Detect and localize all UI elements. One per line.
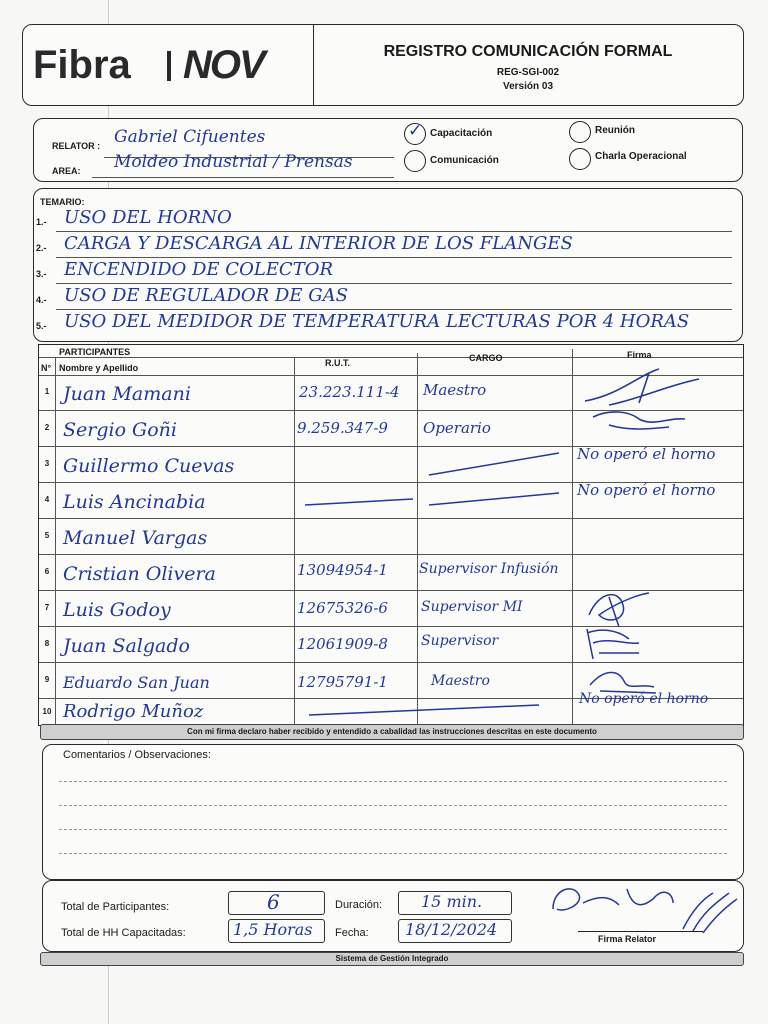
signature-mark [589,407,689,437]
system-bar: Sistema de Gestión Integrado [40,952,744,966]
temario-box [33,188,743,342]
col-header-num: N° [41,363,52,373]
relator-label: RELATOR : [52,141,101,151]
col-header-firma: Firma [627,350,652,360]
participant-name: Luis Ancinabia [63,491,206,513]
participant-rut: 12795791-1 [297,673,388,691]
brand-left: Fibra [33,43,131,87]
duration-value: 15 min. [421,892,483,911]
temario-text: USO DEL MEDIDOR DE TEMPERATURA LECTURAS POR 4 HORAS [64,311,690,332]
participant-cargo: Supervisor MI [421,599,523,615]
footer-box [42,880,744,952]
brand-logo [33,39,303,91]
brand-right: NOV [183,43,264,87]
participant-name: Manuel Vargas [63,527,208,549]
doc-title: REGISTRO COMUNICACIÓN FORMAL [383,43,673,60]
table-row: 4 Luis Ancinabia No operó el horno [39,483,743,519]
participant-cargo: Maestro [423,381,487,399]
option-comunicacion-label: Comunicación [430,155,499,166]
date-value: 18/12/2024 [405,920,498,939]
table-row: 3 Guillermo Cuevas No operó el horno [39,447,743,483]
participant-name: Juan Mamani [63,383,191,405]
area-value: Moldeo Industrial / Prensas [114,152,353,172]
checkmark-icon: ✓ [408,121,423,140]
comments-box [42,744,744,880]
participant-name: Guillermo Cuevas [63,455,235,477]
brand-separator [167,51,171,81]
col-header-cargo: CARGO [469,353,503,363]
temario-text: ENCENDIDO DE COLECTOR [64,259,334,280]
relator-signature [543,879,743,939]
participant-name: Rodrigo Muñoz [63,701,204,722]
table-row: 9 Eduardo San Juan 12795791-1 Maestro [39,663,743,699]
duration-field [398,891,512,915]
temario-item: 5.- USO DEL MEDIDOR DE TEMPERATURA LECTURAS POR 4 HORAS [36,311,690,332]
strike-line [299,699,569,725]
participant-firma-note: No operó el horno [577,481,716,499]
participant-rut: 13094954-1 [297,561,388,579]
table-row: 8 Juan Salgado 12061909-8 Supervisor [39,627,743,663]
signature-mark [579,365,719,409]
temario-item: 3.- ENCENDIDO DE COLECTOR [34,259,734,285]
header-box [22,24,744,106]
strike-line [419,447,569,481]
temario-text: CARGA Y DESCARGA AL INTERIOR DE LOS FLANGES [64,233,573,254]
participant-name: Cristian Olivera [63,563,216,585]
participant-name: Luis Godoy [63,599,171,621]
participant-rut: 12061909-8 [297,635,388,653]
table-row: 5 Manuel Vargas [39,519,743,555]
option-reunion-label: Reunión [595,125,635,136]
total-hh-value: 1,5 Horas [233,920,313,939]
table-row: 1 Juan Mamani 23.223.111-4 Maestro [39,375,743,411]
participant-cargo: Operario [423,419,491,437]
participant-name: Eduardo San Juan [63,673,210,692]
participant-rut: 12675326-6 [297,599,388,617]
participant-firma-note: No operó el horno [577,445,716,463]
option-charla-label: Charla Operacional [595,151,687,162]
participant-name: Sergio Goñi [63,419,177,441]
strike-line [299,483,569,517]
option-reunion-checkbox[interactable] [569,121,591,143]
temario-text: USO DEL HORNO [64,207,232,228]
table-row: 6 Cristian Olivera 13094954-1 Supervisor Infusión [39,555,743,591]
table-row: 2 Sergio Goñi 9.259.347-9 Operario [39,411,743,447]
participant-rut: 23.223.111-4 [299,383,400,401]
participant-cargo: Maestro [431,673,490,689]
temario-label: TEMARIO: [40,197,85,207]
info-box [33,118,743,182]
participant-firma-note: No operó el horno [579,691,709,707]
option-capacitacion-label: Capacitación [430,128,493,139]
temario-text: USO DE REGULADOR DE GAS [64,285,348,306]
col-header-name: Nombre y Apellido [59,363,139,373]
option-comunicacion-checkbox[interactable] [404,150,426,172]
participant-cargo: Supervisor [421,633,499,649]
date-label: Fecha: [335,927,369,939]
participant-cargo: Supervisor Infusión [419,561,559,577]
duration-label: Duración: [335,899,383,911]
total-participants-label: Total de Participantes: [61,901,170,913]
area-label: AREA: [52,166,81,176]
table-row: 7 Luis Godoy 12675326-6 Supervisor MI [39,591,743,627]
temario-item: 1.- USO DEL HORNO [34,207,734,233]
participants-table [38,344,744,726]
participants-label: PARTICIPANTES [59,347,131,357]
relator-value: Gabriel Cifuentes [114,127,266,147]
col-header-rut: R.U.T. [325,358,351,368]
temario-item: 2.- CARGA Y DESCARGA AL INTERIOR DE LOS FLANGES [34,233,734,259]
firma-relator-label: Firma Relator [598,934,657,944]
date-field [398,919,512,943]
total-participants-value: 6 [267,890,280,914]
doc-code: REG-SGI-002 [496,67,560,78]
total-hh-label: Total de HH Capacitadas: [61,927,186,939]
table-row: 10 Rodrigo Muñoz No operó el horno [39,699,743,725]
doc-version: Versión 03 [502,81,554,92]
comments-label: Comentarios / Observaciones: [63,749,211,761]
temario-item: 4.- USO DE REGULADOR DE GAS [34,285,734,311]
option-charla-checkbox[interactable] [569,148,591,170]
participant-name: Juan Salgado [63,635,190,657]
declaration-bar: Con mi firma declaro haber recibido y entendido a cabalidad las instrucciones descritas en este documento [40,724,744,740]
option-capacitacion-checkbox[interactable] [404,123,426,145]
total-hh-field [228,919,325,943]
total-participants-field [228,891,325,915]
signature-mark [579,623,649,663]
participant-rut: 9.259.347-9 [297,419,388,437]
